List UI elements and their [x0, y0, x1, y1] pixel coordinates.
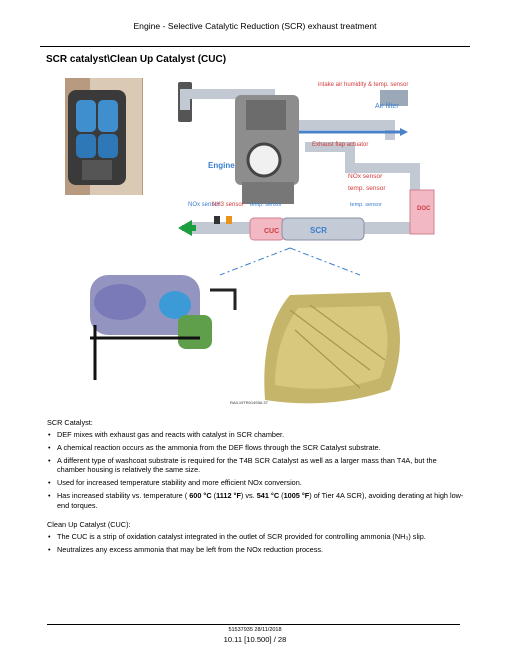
- stability-sep-3: (: [279, 491, 284, 501]
- stability-temp-2: 541 °C: [256, 491, 280, 501]
- diagram-labels: [188, 82, 431, 235]
- label-scr: SCR: [310, 226, 327, 235]
- figure-caption: RAIL19TR01493A 37: [230, 400, 268, 405]
- label-temp-mid: temp. sensor: [250, 202, 282, 208]
- substrate-photo: [264, 292, 400, 403]
- list-item: • DEF mixes with exhaust gas and reacts with catalyst in SCR chamber.: [47, 430, 465, 440]
- engine-block: [235, 95, 299, 204]
- scr-diagram: [60, 70, 450, 410]
- cuc-bullet-list: [47, 532, 465, 558]
- stability-temp-1: 600 °C: [189, 491, 212, 501]
- scr-bullet-list: [47, 430, 465, 513]
- stability-temp-1f: 1112 °F: [216, 491, 241, 501]
- exhaust-line: [178, 190, 434, 240]
- label-exhaust-flap: Exhaust flap actuator: [312, 142, 369, 148]
- scr-heading: SCR Catalyst:: [47, 418, 93, 427]
- label-nox-sensor-right: NOx sensor: [348, 173, 383, 180]
- label-nh3: NH3 sensor: [212, 202, 244, 208]
- label-engine: Engine: [208, 161, 235, 170]
- stability-temp-2f: 1005 °F: [283, 491, 310, 501]
- cuc-heading: Clean Up Catalyst (CUC):: [47, 520, 131, 529]
- label-intake: intake air humidity & temp. sensor: [318, 82, 409, 88]
- label-air-filter: Air filter: [375, 103, 399, 110]
- scr-system-figure: [60, 70, 450, 410]
- footer-divider: [47, 624, 460, 625]
- stability-pre: Has increased stability vs. temperature (: [57, 491, 190, 501]
- list-item: • A different type of washcoat substrate is required for the T4B SCR Catalyst as well as a larger mass than T4A, but the chamber housing is relatively the same size.: [47, 456, 465, 475]
- stability-sep-1: (: [211, 491, 217, 501]
- label-nox-left: NOx sensor: [188, 202, 220, 208]
- stability-post: ) of Tier 4A SCR), avoiding derating at high low-end torques.: [57, 491, 464, 510]
- scr-module-render: [90, 275, 235, 380]
- callout-lines: [220, 248, 360, 275]
- list-item: • The CUC is a strip of oxidation catalyst integrated in the outlet of SCR provided for controlling ammonia (NH₃) slip.: [47, 532, 465, 542]
- stability-sep-2: ) vs.: [240, 491, 257, 501]
- section-title: SCR catalyst\Clean Up Catalyst (CUC): [46, 54, 227, 65]
- list-item: • Neutralizes any excess ammonia that may be left from the NOx reduction process.: [47, 545, 465, 555]
- list-item-stability: [47, 491, 465, 510]
- list-item: • Used for increased temperature stability and more efficient NOx conversion.: [47, 478, 465, 488]
- header-divider: [40, 46, 470, 47]
- scr-catalyst-photo: [65, 78, 143, 195]
- footer-doc-id: 51537935 28/11/2018: [228, 627, 282, 633]
- label-temp-scr-out: temp. sensor: [350, 202, 382, 208]
- label-cuc: CUC: [264, 228, 280, 235]
- page-header-title: Engine - Selective Catalytic Reduction (SCR) exhaust treatment: [133, 21, 377, 31]
- label-doc: DOC: [417, 206, 431, 212]
- list-item: • A chemical reaction occurs as the ammonia from the DEF flows through the SCR Catalyst substrate.: [47, 443, 465, 453]
- footer-page-number: 10.11 [10.500] / 28: [223, 635, 287, 644]
- label-temp-sensor-right: temp. sensor: [348, 185, 386, 192]
